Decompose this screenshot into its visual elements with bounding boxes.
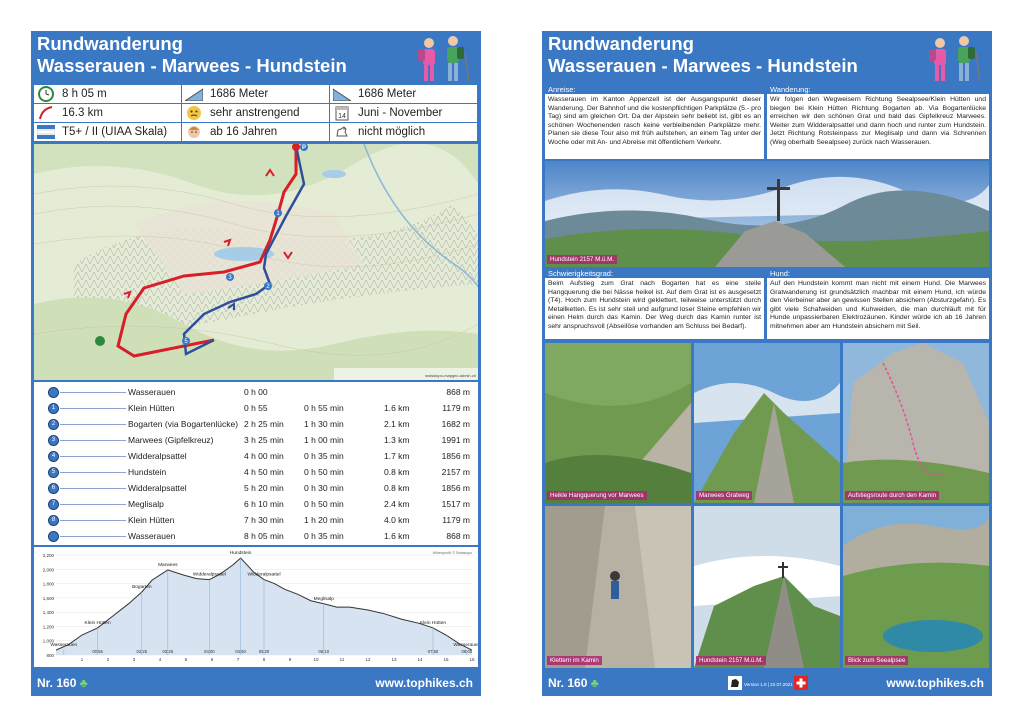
stage-segment-time: 0 h 30 min: [304, 483, 344, 493]
x-tick-label: 14: [417, 657, 423, 662]
stat-value: 1686 Meter: [358, 88, 417, 100]
stage-connector: [60, 536, 126, 537]
stat-value: T5+ / II (UIAA Skala): [62, 126, 168, 138]
stage-marker: 7: [48, 499, 59, 510]
stage-name: Meglisalp: [128, 499, 164, 509]
y-tick-label: 2,200: [42, 553, 54, 558]
title-line-2: Wasserauen - Marwees - Hundstein: [37, 55, 347, 76]
stage-row: [34, 432, 478, 448]
waypoint-label: Klein Hütten: [419, 620, 447, 626]
x-tick-label: 5: [184, 657, 188, 662]
stage-table: [34, 382, 478, 545]
stage-marker: 6: [48, 483, 59, 494]
stage-row: [34, 528, 478, 544]
stage-distance: 0.8 km: [384, 467, 410, 477]
clock-icon: [36, 86, 56, 102]
stage-marker: 2: [48, 419, 59, 430]
section-text: Wir folgen den Wegweisern Richtung Seealpsee/Klein Hütten und biegen bei Klein Hütten Richtung Bogarten ab. Via Bogartenlücke erreichen wir den schönen Grat und bald das Gipfelkreuz Marwees. Weiter zum Widderalpsattel und dann hoch und runter zum Hundstein. Jetzt Richtung Rotsteinpass zur Meglisalp und dann via Schrennen (Weg oberhalb Seealpsee) zurück nach Wasserauen.: [770, 96, 986, 146]
x-tick-label: 13: [391, 657, 397, 662]
stage-marker: 1: [48, 403, 59, 414]
stat-value: sehr anstrengend: [210, 107, 300, 119]
stage-altitude: 1856 m: [441, 451, 470, 461]
stage-altitude: 868 m: [446, 387, 470, 397]
dog-icon: [332, 124, 352, 140]
stage-distance: 2.4 km: [384, 499, 410, 509]
stage-marker: 4: [48, 451, 59, 462]
stat-value: 8 h 05 m: [62, 88, 107, 100]
x-tick-label: 11: [339, 657, 345, 662]
x-tick-label: 9: [288, 657, 292, 662]
website-link[interactable]: www.tophikes.ch: [375, 676, 473, 690]
stage-name: Hundstein: [128, 467, 167, 477]
waypoint-time: 00:55: [92, 649, 103, 654]
stage-total-time: 8 h 05 min: [244, 531, 284, 541]
sheet-number-text: Nr. 160: [548, 676, 588, 690]
waypoint-label: Bogarten: [132, 585, 152, 590]
sheet-title: [37, 33, 347, 77]
stage-total-time: 3 h 25 min: [244, 435, 284, 445]
title-line-1: Rundwanderung: [548, 33, 694, 54]
stage-segment-time: 0 h 35 min: [304, 451, 344, 461]
photo-hundstein: [694, 506, 840, 668]
stage-connector: [60, 488, 126, 489]
stage-distance: 1.7 km: [384, 451, 410, 461]
swiss-flag-icon: [794, 676, 808, 690]
map-marker-label: 2: [266, 284, 270, 290]
stat-difficulty: [182, 104, 330, 122]
sheet-title: [548, 33, 858, 77]
stage-total-time: 2 h 25 min: [244, 419, 284, 429]
calendar-number: 14: [338, 113, 346, 120]
stage-name: Widderalpsattel: [128, 451, 187, 461]
section-anreise: [545, 85, 764, 159]
info-sheet: [542, 31, 992, 696]
stage-altitude: 2157 m: [441, 467, 470, 477]
stage-altitude: 1991 m: [441, 435, 470, 445]
route-map[interactable]: [34, 144, 478, 380]
stage-altitude: 1179 m: [442, 403, 470, 413]
stage-distance: 1.6 km: [384, 531, 410, 541]
stage-name: Klein Hütten: [128, 515, 175, 525]
stage-total-time: 5 h 20 min: [244, 483, 284, 493]
stage-distance: 1.6 km: [384, 403, 410, 413]
map-marker-label: 3: [228, 275, 232, 281]
stage-total-time: 0 h 55: [244, 403, 268, 413]
stage-connector: [60, 424, 126, 425]
stage-altitude: 1682 m: [441, 419, 470, 429]
waypoint-time: 07:50: [427, 649, 439, 654]
stage-marker: [48, 387, 59, 398]
section-hund: [767, 269, 989, 339]
age-icon: [184, 124, 204, 140]
section-title: Hund:: [767, 269, 989, 278]
photo-caption: Marwees Gratweg: [696, 491, 752, 500]
y-tick-label: 1,400: [42, 610, 54, 616]
photo-caption: Klettern im Kamin: [547, 656, 602, 665]
distance-icon: [36, 105, 56, 121]
stage-total-time: 4 h 00 min: [244, 451, 284, 461]
elevation-profile: [34, 547, 478, 667]
stage-name: Bogarten (via Bogartenlücke): [128, 419, 239, 429]
stage-total-time: 6 h 10 min: [244, 499, 284, 509]
stage-altitude: 1517 m: [441, 499, 470, 509]
stage-distance: 2.1 km: [384, 419, 410, 429]
waypoint-label: Widderalpsattel: [247, 572, 281, 578]
waypoint-time: 03:25: [162, 649, 174, 654]
x-tick-label: 12: [365, 657, 371, 662]
section-title: Anreise:: [545, 85, 764, 94]
stage-connector: [60, 472, 126, 473]
x-tick-label: 3: [132, 657, 136, 662]
stage-connector: [60, 392, 126, 393]
profile-credit: Höhenprofil: © Swisstopo: [432, 551, 472, 555]
stat-value: 16.3 km: [62, 107, 103, 119]
photo-klettern: [545, 506, 691, 668]
y-tick-label: 800: [46, 653, 54, 658]
stage-altitude: 1179 m: [442, 515, 470, 525]
grade-icon: [36, 124, 56, 140]
waypoint-label: Klein Hütten: [84, 620, 111, 626]
stat-grade: [34, 123, 182, 141]
x-tick-label: 2: [106, 657, 110, 662]
title-line-2: Wasserauen - Marwees - Hundstein: [548, 55, 858, 76]
y-tick-label: 1,800: [42, 581, 54, 587]
map-graphic: [34, 144, 478, 380]
clover-icon: ♣: [590, 676, 599, 690]
x-tick-label: 4: [158, 657, 162, 662]
stat-value: 1686 Meter: [210, 88, 269, 100]
difficulty-icon: [184, 105, 204, 121]
stage-row: [34, 464, 478, 480]
calendar-icon: [332, 105, 352, 121]
section-title: Schwierigkeitsgrad:: [545, 269, 764, 278]
waypoint-label: Wasserauen: [50, 643, 78, 649]
stat-dog: [330, 123, 478, 141]
map-marker-label: 5: [184, 339, 188, 345]
waypoint-label: Hundstein: [229, 551, 252, 557]
stage-connector: [60, 408, 126, 409]
photo-caption: Aufstiegsroute durch den Kamin: [845, 491, 939, 500]
photo-caption: Hundstein 2157 M.ü.M.: [547, 255, 617, 264]
waypoint-label: Marwees: [158, 562, 178, 568]
y-tick-label: 1,600: [42, 595, 54, 601]
title-line-1: Rundwanderung: [37, 33, 183, 54]
y-tick-label: 2,000: [42, 567, 54, 573]
stat-value: ab 16 Jahren: [210, 126, 278, 138]
photo-seealpsee: [843, 506, 989, 668]
elevation-chart: [34, 547, 478, 667]
stage-distance: 4.0 km: [384, 515, 410, 525]
stage-row: [34, 448, 478, 464]
x-tick-label: 15: [443, 657, 449, 662]
photo-caption: Heikle Hangquerung vor Marwees: [547, 491, 647, 500]
y-tick-label: 1,000: [42, 638, 54, 644]
stat-age: [182, 123, 330, 141]
section-text: Beim Aufstieg zum Grat nach Bogarten hat es eine steile Hangquerung die bei Nässe heikel ist. Auf dem Grat ist es ausgesetzt (T4). Hoch zum Hundstein wird geklettert, teilweise unterstützt durch Metallketten. Es ist sehr steil und aufgrund loser Steine empfehlen wir einen Helm durch das Kamin. Der Weg durch das Kamin runter ist sehr anspruchsvoll (Abseilöse vorhanden am Schluss bei Bedarf).: [548, 280, 761, 330]
stage-row: [34, 496, 478, 512]
x-tick-label: 1: [80, 657, 84, 662]
stat-distance: [34, 104, 182, 122]
photo-caption: Hundstein 2157 M.ü.M.: [696, 656, 766, 665]
svg-text:P: P: [301, 145, 307, 151]
website-link[interactable]: www.tophikes.ch: [886, 676, 984, 690]
waypoint-label: Meglisalp: [313, 596, 334, 602]
stage-distance: 0.8 km: [384, 483, 410, 493]
stage-altitude: 1856 m: [441, 483, 470, 493]
stat-duration: [34, 85, 182, 103]
stage-distance: 1.3 km: [384, 435, 410, 445]
stage-connector: [60, 440, 126, 441]
stage-row: [34, 400, 478, 416]
stage-name: Wasserauen: [128, 387, 176, 397]
stage-name: Wasserauen: [128, 531, 176, 541]
map-marker-label: 1: [276, 211, 280, 217]
photo-gratweg: [694, 343, 840, 503]
waypoint-time: 04:00: [204, 649, 215, 654]
stat-season: [330, 104, 478, 122]
appenzell-bear-icon: [728, 676, 742, 690]
section-text: Auf den Hundstein kommt man nicht mit einem Hund. Die Marwees Gratwanderung ist grundsätzlich machbar mit einem Hund, ich würde den Vierbeiner aber an gewissen Stellen absichern (Absturzgefahr). Es gibt viele Schafweiden und Kuhweiden, die man durchläuft mit für Hunde unpassierbaren Elektrozäunen. Kinder würde ich ab 16 Jahren mitnehmen aber am Hundstein absichern mit Seil.: [770, 280, 986, 330]
x-tick-label: 6: [210, 657, 214, 662]
stage-name: Widderalpsattel: [128, 483, 187, 493]
waypoint-time: 04:50: [235, 649, 246, 654]
waypoint-label: Wasserauen: [453, 643, 478, 649]
stat-descent: [330, 85, 478, 103]
stage-connector: [60, 504, 126, 505]
stage-name: Marwees (Gipfelkreuz): [128, 435, 214, 445]
stage-segment-time: 1 h 00 min: [304, 435, 344, 445]
stage-segment-time: 0 h 55 min: [304, 403, 344, 413]
hikers-icon: [413, 35, 471, 83]
panorama-photo: [545, 161, 989, 267]
stage-connector: [60, 520, 126, 521]
ascent-icon: [184, 86, 204, 102]
hikers-icon: [924, 35, 982, 83]
x-tick-label: 7: [236, 657, 240, 662]
stage-total-time: 4 h 50 min: [244, 467, 284, 477]
sheet-number: [548, 676, 599, 690]
section-wanderung: [767, 85, 989, 159]
version-label: Version 1.0 | 22.07.2021: [744, 682, 793, 687]
stage-segment-time: 1 h 30 min: [304, 419, 344, 429]
section-text: Wasserauen im Kanton Appenzell ist der Ausgangspunkt dieser Wanderung. Der Bahnhof und die kostenpflichtigen Parkplätze (5.- pro Tag) sind am gleichen Ort. Da der Alpstein sehr beliebt ist, gibt es an schönen Wochenenden rasch keine verbleibenden Parkplätze mehr. Planen sie diese Tour also mit früh aufstehen, an einem Tag unter der Woche oder mit An- und Abreise mit öffentlichem Verkehr.: [548, 96, 761, 146]
sheet-number: [37, 676, 88, 690]
stage-connector: [60, 456, 126, 457]
stage-row: [34, 480, 478, 496]
stat-value: Juni - November: [358, 107, 443, 119]
stat-ascent: [182, 85, 330, 103]
descent-icon: [332, 86, 352, 102]
waypoint-time: 05:20: [258, 649, 270, 654]
waypoint-time: 02:25: [136, 649, 148, 654]
waypoint-label: Widderalpsattel: [192, 572, 226, 578]
stage-altitude: 868 m: [446, 531, 470, 541]
stage-total-time: 7 h 30 min: [244, 515, 284, 525]
photo-caption: Blick zum Seealpsee: [845, 656, 908, 665]
waypoint-time: 08:05: [461, 649, 473, 654]
stage-name: Klein Hütten: [128, 403, 175, 413]
photo-kamin-route: [843, 343, 989, 503]
stage-total-time: 0 h 00: [244, 387, 268, 397]
stats-grid: [34, 85, 478, 141]
stage-row: [34, 416, 478, 432]
stage-segment-time: 1 h 20 min: [304, 515, 344, 525]
x-tick-label: 8: [262, 657, 266, 662]
stage-segment-time: 0 h 50 min: [304, 499, 344, 509]
stage-marker: 5: [48, 467, 59, 478]
sheet-number-text: Nr. 160: [37, 676, 77, 690]
stage-row: [34, 512, 478, 528]
map-credit: swisstopo-mapgeo.admin.ch: [425, 373, 476, 378]
stage-segment-time: 0 h 50 min: [304, 467, 344, 477]
y-tick-label: 1,200: [42, 624, 54, 630]
x-tick-label: 16: [469, 657, 475, 662]
section-schwierigkeit: [545, 269, 764, 339]
waypoint-time: 06:10: [318, 649, 330, 654]
section-title: Wanderung:: [767, 85, 989, 94]
x-tick-label: 10: [313, 657, 319, 662]
stage-row: [34, 384, 478, 400]
stage-marker: [48, 531, 59, 542]
clover-icon: ♣: [79, 676, 88, 690]
stage-marker: 8: [48, 515, 59, 526]
stage-marker: 3: [48, 435, 59, 446]
photo-hangquerung: [545, 343, 691, 503]
stage-segment-time: 0 h 35 min: [304, 531, 344, 541]
route-sheet: [31, 31, 481, 696]
stat-value: nicht möglich: [358, 126, 426, 138]
